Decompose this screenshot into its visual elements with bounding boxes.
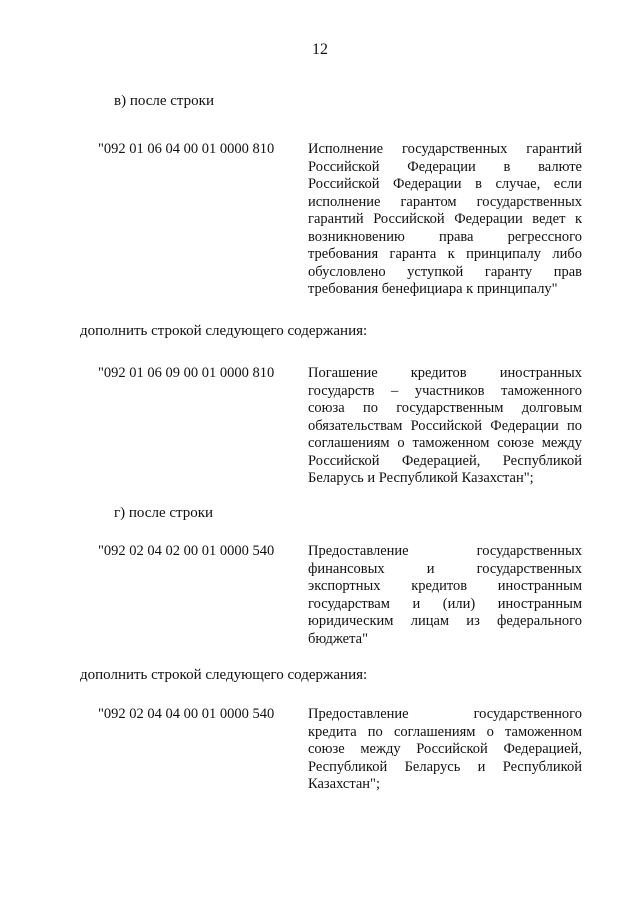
- description-line: финансовых и государственных: [308, 560, 582, 577]
- description-line: Российской Федерации в валюте: [308, 158, 582, 175]
- description-line: Исполнение государственных гарантий: [308, 141, 582, 157]
- description-line: соглашениям о таможенном союзе между: [308, 435, 582, 451]
- description-line: Предоставление государственного: [308, 706, 582, 722]
- section-heading: в) после строки: [114, 93, 214, 109]
- description-line: государств – участников таможенного: [308, 382, 582, 399]
- budget-code: "092 02 04 04 00 01 0000 540: [98, 706, 275, 722]
- description-line: обязательствам Российской Федерации по: [308, 417, 582, 434]
- section-heading: г) после строки: [114, 505, 214, 521]
- description-line: бюджета": [308, 630, 368, 647]
- budget-description: [308, 141, 582, 299]
- description-line: государствам и (или) иностранным: [308, 595, 582, 612]
- budget-description: [308, 706, 582, 794]
- description-line: кредита по соглашениям о таможенном: [308, 723, 582, 740]
- budget-code: "092 02 04 02 00 01 0000 540: [98, 543, 275, 559]
- description-line: Республикой Беларусь и Республикой: [308, 758, 582, 775]
- description-line: Казахстан";: [308, 776, 381, 792]
- section-heading: дополнить строкой следующего содержания:: [80, 323, 368, 339]
- budget-code: "092 01 06 04 00 01 0000 810: [98, 141, 275, 157]
- budget-description: [308, 543, 582, 648]
- description-line: Беларусь и Республикой Казахстан";: [308, 470, 534, 486]
- budget-code: "092 01 06 09 00 01 0000 810: [98, 365, 275, 381]
- description-line: Погашение кредитов иностранных: [308, 365, 582, 381]
- description-line: юридическим лицам из федерального: [308, 613, 582, 629]
- description-line: Российской Федерации в случае, если: [308, 176, 582, 192]
- page-number: 12: [312, 41, 328, 58]
- description-line: обусловлено уступкой гаранту прав: [308, 263, 582, 280]
- description-line: гарантий Российской Федерации ведет к: [308, 211, 582, 227]
- section-heading: дополнить строкой следующего содержания:: [80, 667, 368, 683]
- description-line: Предоставление государственных: [308, 543, 582, 559]
- description-line: экспортных кредитов иностранным: [308, 578, 582, 594]
- description-line: союзе между Российской Федерацией,: [308, 741, 582, 757]
- description-line: исполнение гарантом государственных: [308, 193, 582, 210]
- description-line: требования бенефициара к принципалу": [308, 281, 558, 297]
- description-line: возникновению права регрессного: [308, 228, 582, 245]
- description-line: Российской Федерацией, Республикой: [308, 452, 582, 469]
- description-line: союза по государственным долговым: [308, 400, 582, 416]
- description-line: требования гаранта к принципалу либо: [308, 246, 582, 262]
- budget-description: [308, 365, 582, 488]
